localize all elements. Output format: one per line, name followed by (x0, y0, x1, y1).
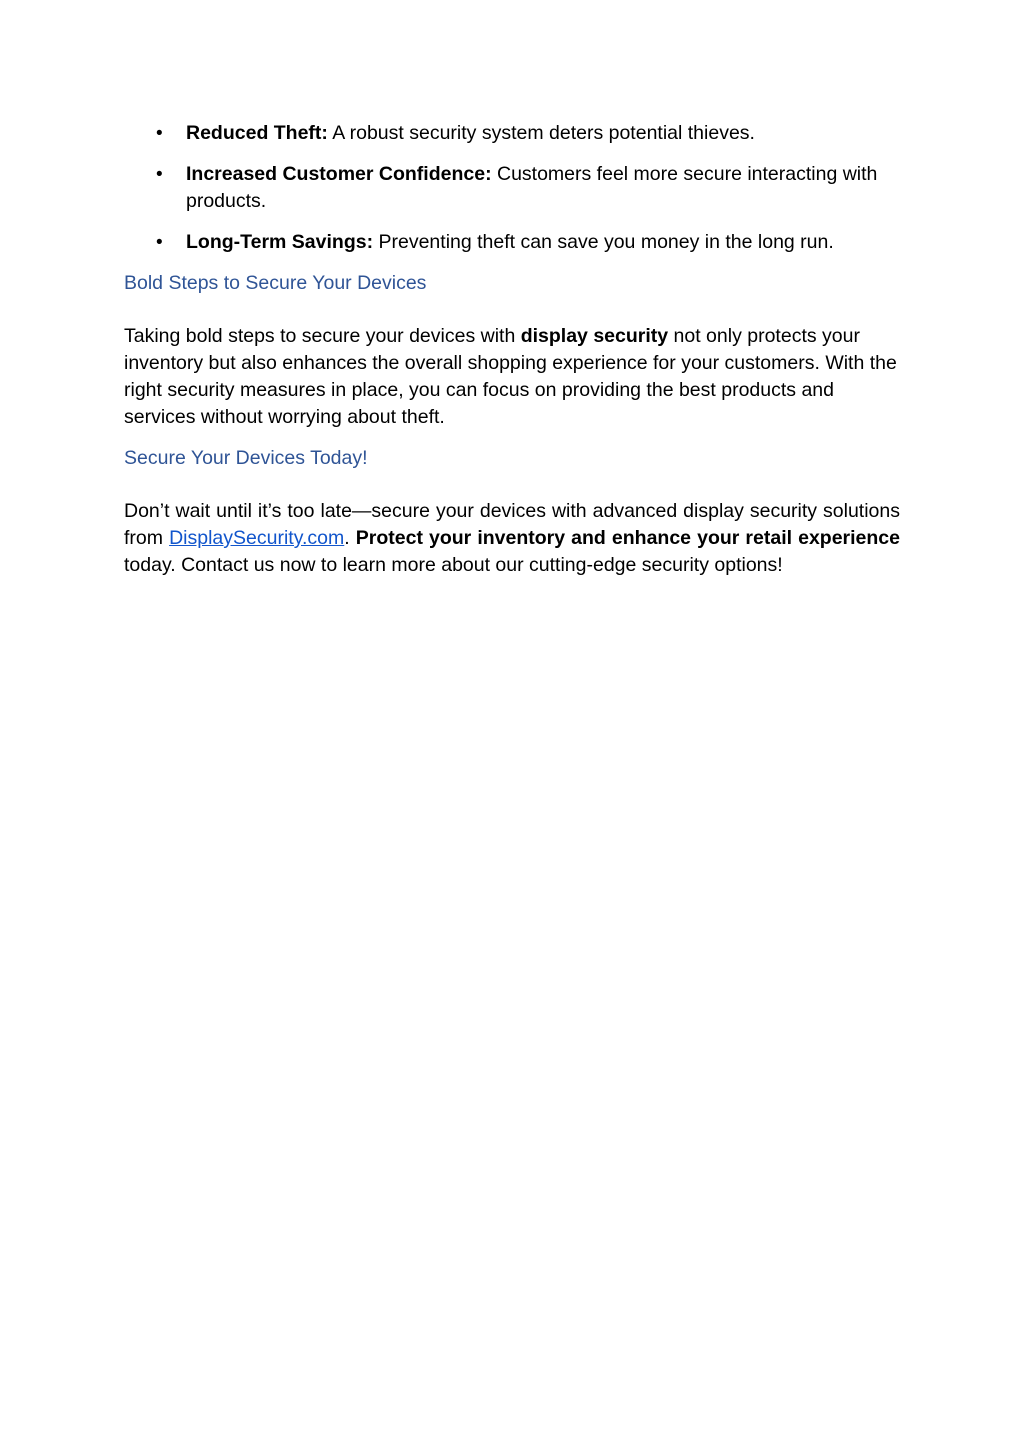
list-item (124, 161, 900, 215)
benefit-title: Increased Customer Confidence: (186, 163, 492, 185)
bullet-icon: • (156, 164, 163, 185)
bullet-icon: • (156, 123, 163, 144)
list-item (124, 229, 900, 256)
benefits-list (124, 120, 900, 256)
paragraph-text: Taking bold steps to secure your devices with (124, 325, 521, 347)
benefit-text: A robust security system deters potential thieves. (327, 122, 755, 144)
paragraph-text: . (344, 527, 356, 549)
displaysecurity-link[interactable]: DisplaySecurity.com (169, 527, 345, 549)
section-heading-bold-steps: Bold Steps to Secure Your Devices (124, 272, 427, 294)
section-heading-secure-today: Secure Your Devices Today! (124, 447, 368, 469)
document-page (124, 120, 900, 579)
bullet-icon: • (156, 232, 163, 253)
bold-steps-paragraph (124, 323, 900, 431)
benefit-text: Preventing theft can save you money in the long run. (373, 231, 834, 253)
list-item (124, 120, 900, 147)
paragraph-text: not only protects your inventory but also enhances the overall shopping experience for your customers. With the right security measures in place, you can focus on providing the best products and services without worrying about theft. (124, 325, 897, 428)
benefit-title: Reduced Theft: (186, 122, 328, 144)
benefit-text: Customers feel more secure interacting with products. (186, 163, 878, 212)
secure-today-paragraph (124, 498, 900, 579)
paragraph-bold-text: display security (520, 325, 669, 347)
paragraph-text: today. Contact us now to learn more about our cutting-edge security options! (124, 554, 783, 576)
paragraph-bold-text: Protect your inventory and enhance your retail experience (355, 527, 901, 549)
paragraph-text: Don’t wait until it’s too late—secure your devices with advanced display security solutions from (124, 500, 900, 549)
benefit-title: Long-Term Savings: (186, 231, 374, 253)
